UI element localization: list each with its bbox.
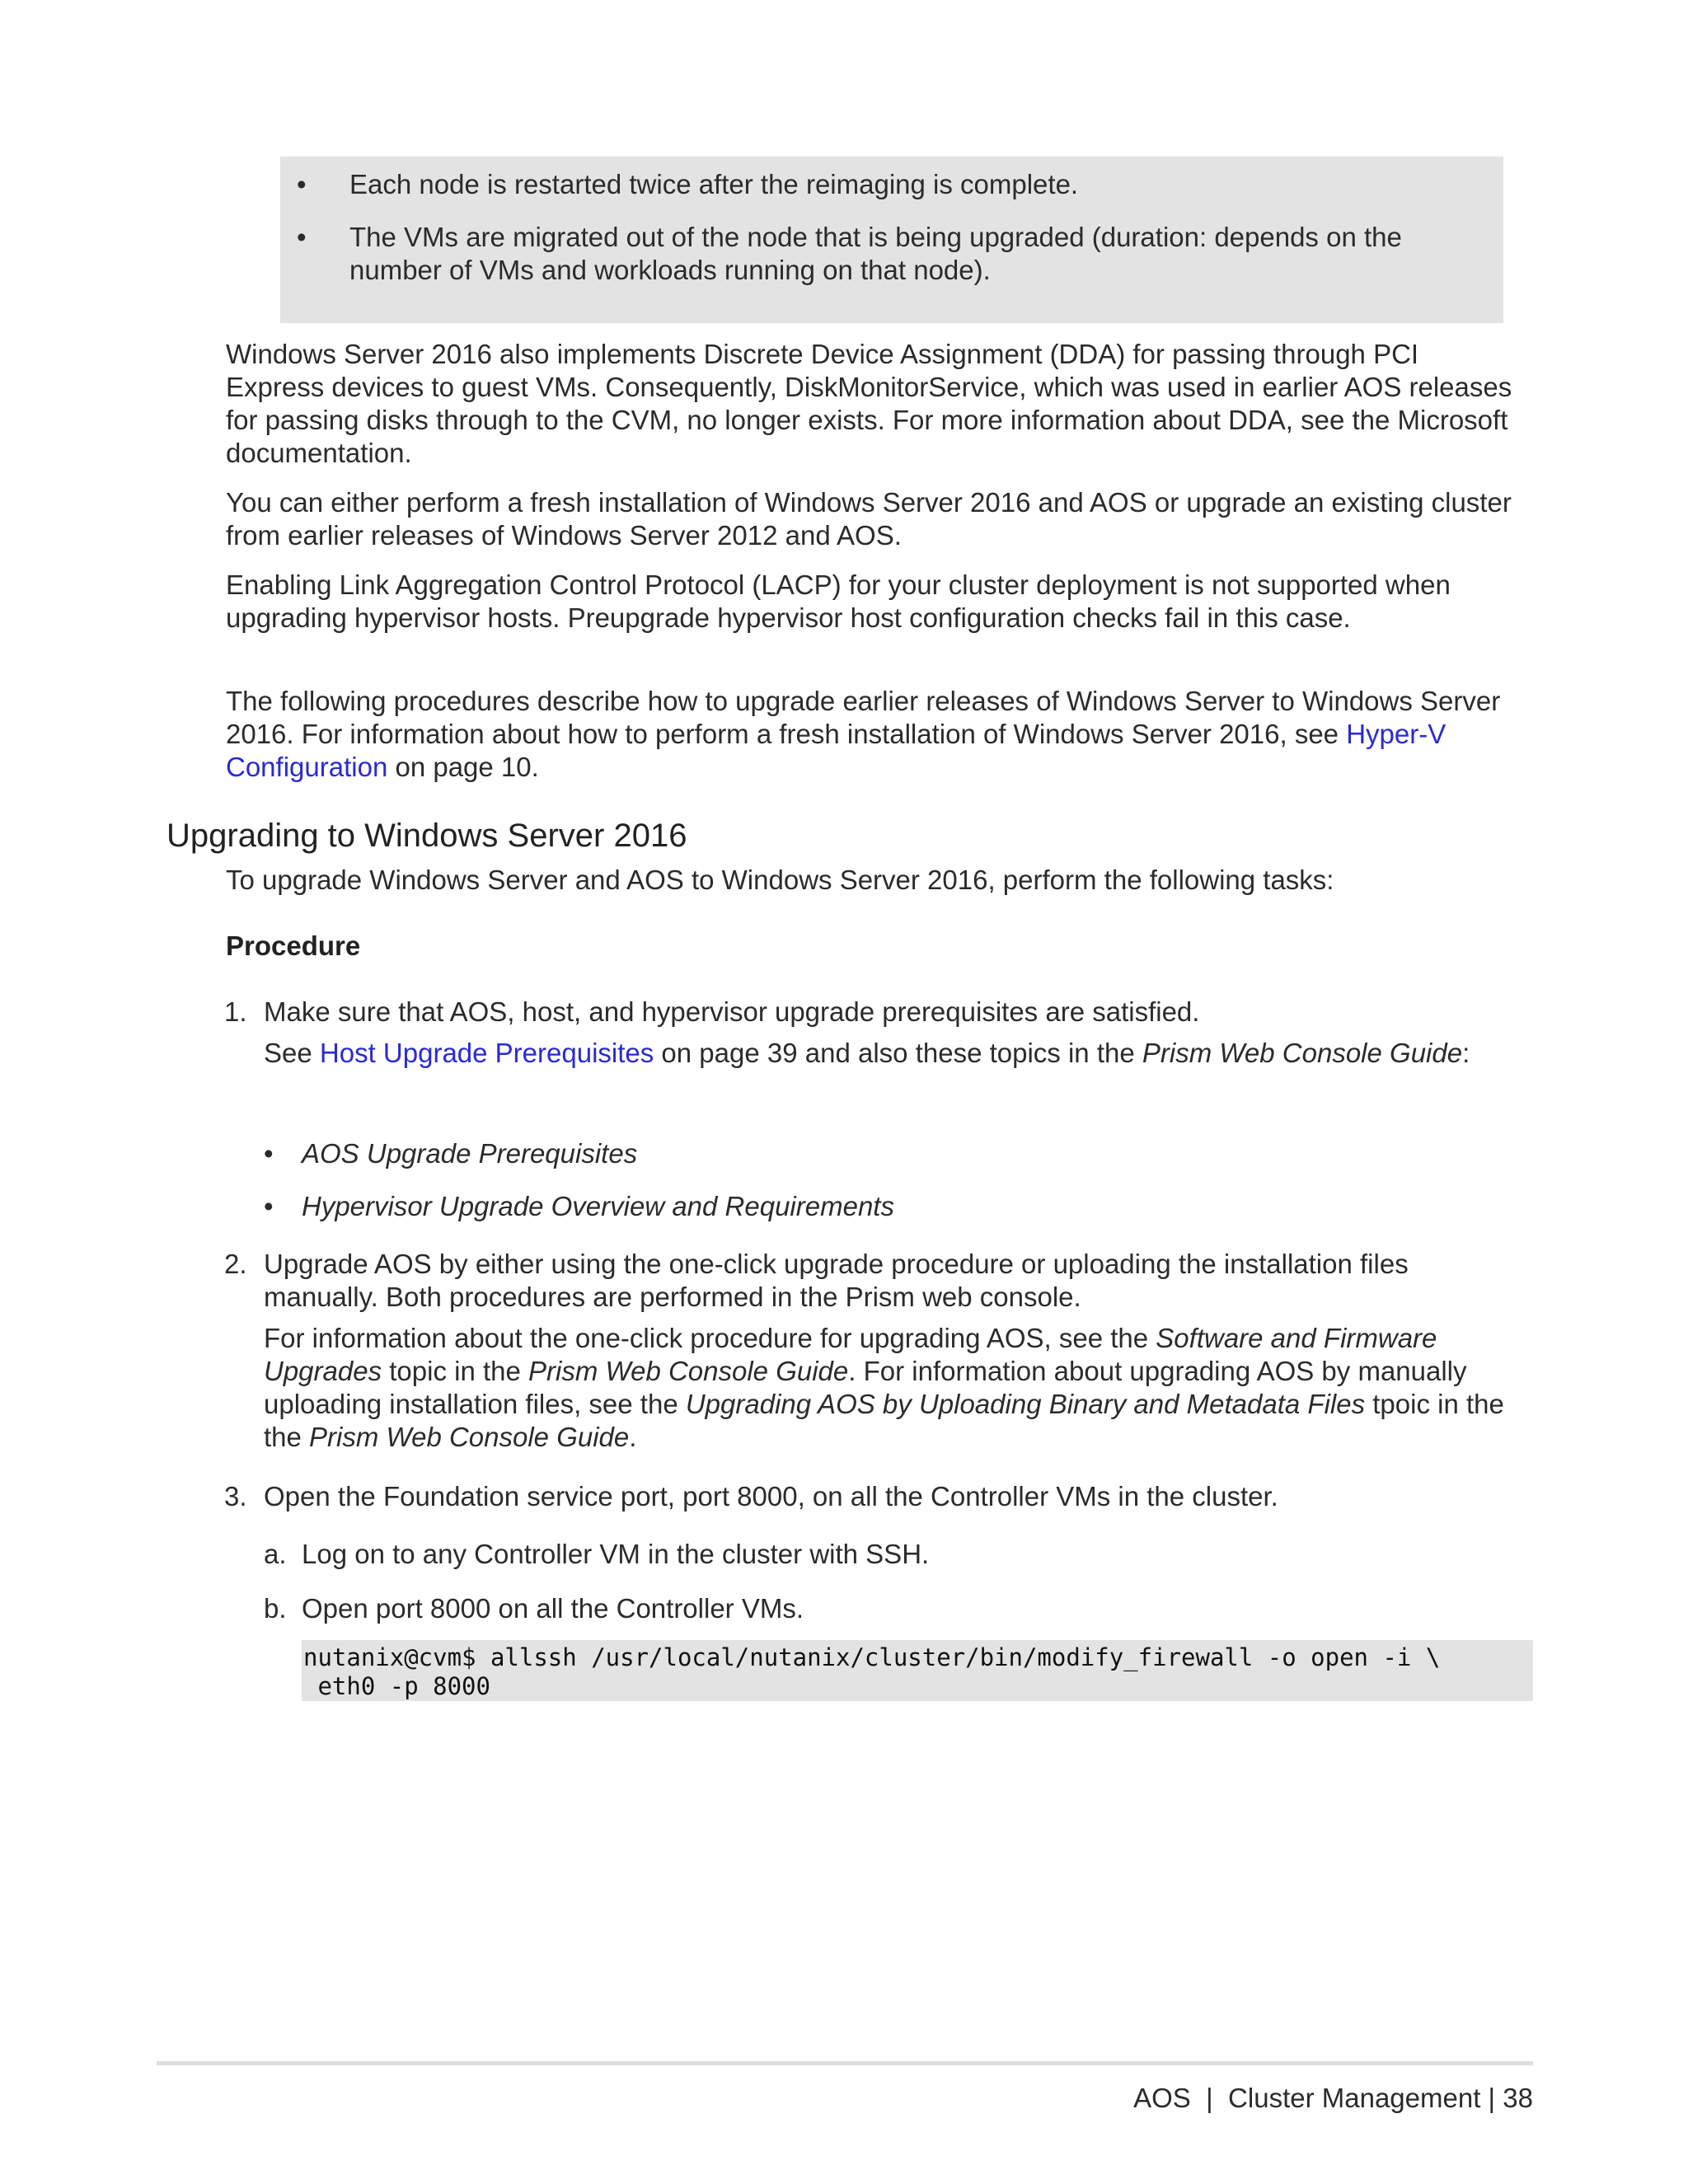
step-number: 2. — [224, 1249, 247, 1279]
detail-text: . For information about upgrading AOS by manually uploading installation files, see the — [264, 1356, 1467, 1419]
code-block[interactable]: nutanix@cvm$ allssh /usr/local/nutanix/cluster/bin/modify_firewall -o open -i \ eth0 -p 8000 — [302, 1640, 1533, 1701]
topic-text: AOS Upgrade Prerequisites — [302, 1138, 638, 1169]
section-title: Upgrading to Windows Server 2016 — [166, 818, 687, 854]
intro-paragraph-procedures — [226, 685, 1520, 784]
paragraph-text: Windows Server 2016 also implements Discrete Device Assignment (DDA) for passing through PCI Express devices to guest VMs. Consequently, DiskMonitorService, which was used in earlier AOS releases for passing disks through to the CVM, no longer exists. For more information about DDA, see the Microsoft documentation. — [226, 339, 1512, 468]
step-detail — [264, 1322, 1517, 1454]
hyper-v-configuration-link[interactable]: Hyper-V Configuration — [226, 719, 1447, 782]
step-detail-paragraph — [264, 1037, 1517, 1070]
note-bullet-text: Each node is restarted twice after the reimaging is complete. — [349, 169, 1079, 199]
bullet-symbol: • — [297, 169, 307, 199]
substep-letter: a. — [264, 1539, 287, 1569]
step-detail-paragraph — [264, 1322, 1517, 1454]
detail-text: : — [1462, 1038, 1470, 1068]
bullet-symbol: • — [264, 1191, 274, 1221]
substep-letter: b. — [264, 1593, 287, 1624]
footer-divider — [157, 2061, 1533, 2065]
step-detail — [264, 1037, 1517, 1070]
paragraph-text: To upgrade Windows Server and AOS to Windows Server 2016, perform the following tasks: — [226, 865, 1334, 895]
paragraph-text-end: on page 10. — [387, 752, 539, 782]
detail-italic: Prism Web Console Guide — [1142, 1038, 1463, 1068]
step-text: Upgrade AOS by either using the one-click upgrade procedure or uploading the installation files manually. Both procedures are performed in the Prism web console. — [264, 1249, 1409, 1312]
topic-bullet — [264, 1137, 637, 1170]
detail-italic: Upgrading AOS by Uploading Binary and Metadata Files — [685, 1389, 1366, 1419]
section-lead — [226, 864, 1520, 897]
topic-bullet — [264, 1190, 894, 1223]
bullet-symbol: • — [264, 1138, 274, 1169]
note-bullet-text: The VMs are migrated out of the node that is being upgraded (duration: depends on the number of VMs and workloads running on that node). — [349, 222, 1402, 285]
substep-text: Open port 8000 on all the Controller VMs. — [302, 1593, 804, 1624]
paragraph-text: You can either perform a fresh installation of Windows Server 2016 and AOS or upgrade an existing cluster from earlier releases of Windows Server 2012 and AOS. — [226, 487, 1512, 551]
substep-text: Log on to any Controller VM in the cluster with SSH. — [302, 1539, 930, 1569]
step-text: Open the Foundation service port, port 8000, on all the Controller VMs in the cluster. — [264, 1481, 1278, 1511]
procedure-label: Procedure — [226, 930, 361, 961]
step-text: Make sure that AOS, host, and hypervisor upgrade prerequisites are satisfied. — [264, 996, 1200, 1027]
paragraph-text — [226, 685, 1520, 784]
detail-italic: Software and Firmware Upgrades — [264, 1323, 1437, 1386]
paragraph-text-start: The following procedures describe how to upgrade earlier releases of Windows Server to Windows Server 2016. For information about how to perform a fresh installation of Windows Server 2016, see — [226, 686, 1501, 749]
step-number: 1. — [224, 996, 247, 1027]
page-footer: AOS | Cluster Management | 38 — [1133, 2083, 1533, 2113]
note-bullet — [297, 221, 1480, 287]
detail-text: . — [629, 1422, 637, 1452]
detail-text: For information about the one-click procedure for upgrading AOS, see the — [264, 1323, 1156, 1353]
intro-paragraph-dda — [226, 338, 1520, 470]
step-number: 3. — [224, 1481, 247, 1511]
paragraph-text: Enabling Link Aggregation Control Protocol (LACP) for your cluster deployment is not supported when upgrading hypervisor hosts. Preupgrade hypervisor host configuration checks fail in this case. — [226, 569, 1451, 633]
detail-text: on page 39 and also these topics in the — [654, 1038, 1142, 1068]
note-box — [280, 157, 1503, 323]
detail-text: See — [264, 1038, 320, 1068]
bullet-symbol: • — [297, 222, 307, 252]
intro-paragraph-install — [226, 486, 1520, 552]
note-bullet — [297, 168, 1480, 201]
host-upgrade-prerequisites-link[interactable]: Host Upgrade Prerequisites — [319, 1038, 654, 1068]
topic-text: Hypervisor Upgrade Overview and Requirements — [302, 1191, 894, 1221]
detail-text: topic in the — [382, 1356, 529, 1386]
detail-text: tpoic in the the — [264, 1389, 1504, 1452]
intro-paragraph-lacp — [226, 569, 1520, 635]
detail-italic: Prism Web Console Guide — [309, 1422, 630, 1452]
detail-italic: Prism Web Console Guide — [528, 1356, 849, 1386]
